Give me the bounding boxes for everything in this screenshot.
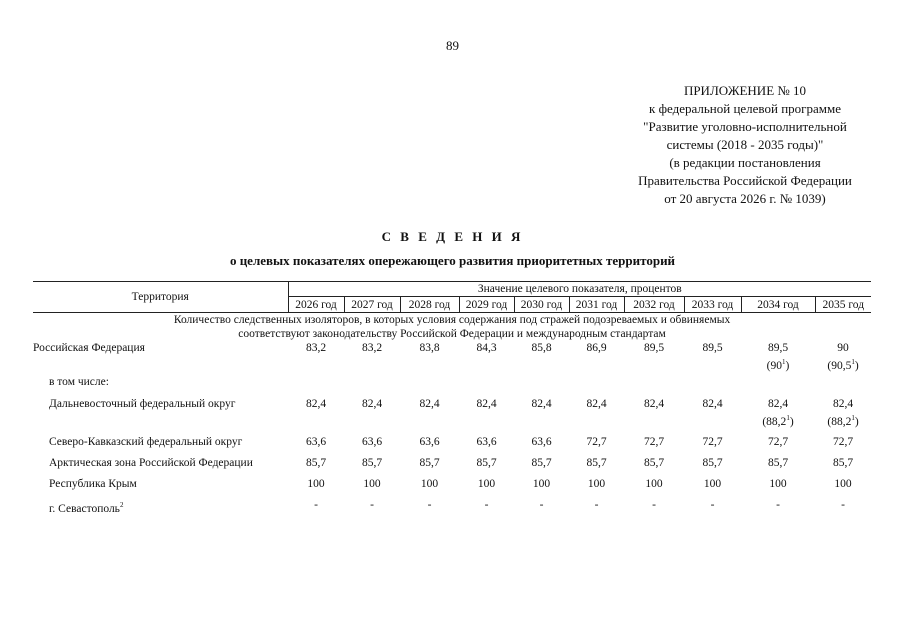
value-cell: 84,3	[476, 342, 497, 354]
territory-header: Территория	[33, 282, 288, 313]
value-cell: 72,7	[832, 436, 854, 448]
value-cell: 63,6	[476, 436, 497, 448]
value-cell: 85,7	[767, 457, 789, 469]
row-name: г. Севастополь$^2$	[49, 501, 124, 515]
document-subtitle: о целевых показателях опережающего развития приоритетных территорий	[229, 253, 676, 268]
year-header: 2028 год	[400, 297, 459, 313]
value-cell: 72,7	[702, 436, 723, 448]
value-cell: -	[370, 499, 374, 511]
appendix-line: "Развитие уголовно-исполнительной	[643, 119, 847, 134]
year-header: 2026 год	[288, 297, 344, 313]
value-cell: 82,4	[643, 398, 665, 410]
row-name: Республика Крым	[49, 478, 137, 490]
value-cell: 86,9	[586, 342, 607, 354]
value-cell: 100	[477, 478, 496, 490]
year-header: 2034 год	[741, 297, 815, 313]
value-cell: 82,4	[361, 398, 383, 410]
value-cell: 90 (90,5$^1$)	[827, 342, 859, 372]
appendix-line: (в редакции постановления	[669, 155, 821, 170]
value-cell: -	[314, 499, 318, 511]
value-cell: 82,4	[702, 398, 723, 410]
value-cell: 72,7	[643, 436, 665, 448]
value-cell: 100	[307, 478, 325, 490]
value-cell: 85,7	[643, 457, 665, 469]
document-title: С В Е Д Е Н И Я	[381, 229, 524, 244]
appendix-line: системы (2018 - 2035 годы)"	[666, 137, 824, 152]
row-name: в том числе:	[49, 376, 109, 388]
value-cell: 85,7	[361, 457, 383, 469]
value-cell: 63,6	[531, 436, 552, 448]
row-name: Российская Федерация	[33, 342, 145, 354]
year-header: 2032 год	[624, 297, 684, 313]
value-cell: 85,7	[702, 457, 723, 469]
value-cell: -	[539, 499, 544, 511]
year-header: 2030 год	[514, 297, 569, 313]
value-cell: -	[710, 499, 715, 511]
value-cell: -	[484, 499, 489, 511]
value-cell: 100	[703, 478, 722, 490]
value-cell: -	[776, 499, 780, 511]
year-header: 2035 год	[815, 297, 871, 313]
value-cell: 82,4	[531, 398, 552, 410]
value-cell: 63,6	[419, 436, 440, 448]
year-header: 2031 год	[569, 297, 624, 313]
year-header: 2029 год	[459, 297, 514, 313]
value-cell: 82,4 (88,2$^1$)	[827, 398, 859, 428]
value-cell: 63,6	[305, 436, 327, 448]
value-cell: 100	[363, 478, 381, 490]
value-cell: 85,7	[832, 457, 854, 469]
value-cell: -	[594, 499, 599, 511]
row-name: Северо-Кавказский федеральный округ	[49, 436, 243, 448]
value-cell: 82,4	[419, 398, 440, 410]
value-cell: 83,8	[419, 342, 440, 354]
appendix-line: Правительства Российской Федерации	[638, 173, 852, 188]
value-cell: 85,7	[586, 457, 607, 469]
year-header: 2033 год	[684, 297, 741, 313]
value-cell: 72,7	[586, 436, 607, 448]
row-name: Дальневосточный федеральный округ	[49, 398, 236, 410]
value-cell: 63,6	[361, 436, 383, 448]
value-cell: -	[652, 499, 656, 511]
value-cell: 85,7	[419, 457, 440, 469]
value-cell: 85,8	[531, 342, 552, 354]
value-cell: 83,2	[361, 342, 383, 354]
value-cell: 85,7	[531, 457, 552, 469]
value-header: Значение целевого показателя, процентов	[288, 282, 871, 297]
value-cell: 83,2	[305, 342, 327, 354]
value-cell: -	[841, 499, 845, 511]
value-cell: 89,5 $(90^1)$	[766, 342, 790, 372]
value-cell: 100	[769, 478, 787, 490]
appendix-line: от 20 августа 2026 г. № 1039)	[664, 191, 826, 206]
appendix-block	[600, 82, 890, 208]
value-cell: 85,7	[305, 457, 327, 469]
value-cell: 82,4 (88,2$^1$)	[762, 398, 794, 428]
value-cell: 72,7	[767, 436, 789, 448]
value-cell: 85,7	[476, 457, 497, 469]
value-cell: 82,4	[586, 398, 607, 410]
value-cell: 100	[645, 478, 663, 490]
row-name: Арктическая зона Российской Федерации	[49, 457, 253, 469]
appendix-title: ПРИЛОЖЕНИЕ № 10	[683, 83, 807, 98]
year-header: 2027 год	[344, 297, 400, 313]
value-cell: 82,4	[476, 398, 497, 410]
appendix-line: к федеральной целевой программе	[649, 101, 841, 116]
value-cell: 89,5	[702, 342, 723, 354]
indicators-table	[33, 281, 871, 519]
value-cell: 100	[532, 478, 551, 490]
value-cell: 100	[834, 478, 852, 490]
section-title: Количество следственных изоляторов, в которых условия содержания под стражей подозреваемых и обвиняемых соответствуют законодательству Российской Федерации и международным стандартам	[173, 314, 731, 340]
value-cell: -	[427, 499, 432, 511]
value-cell: 89,5	[643, 342, 665, 354]
page-number: 89	[446, 38, 459, 53]
value-cell: 100	[587, 478, 606, 490]
value-cell: 100	[420, 478, 439, 490]
value-cell: 82,4	[305, 398, 327, 410]
